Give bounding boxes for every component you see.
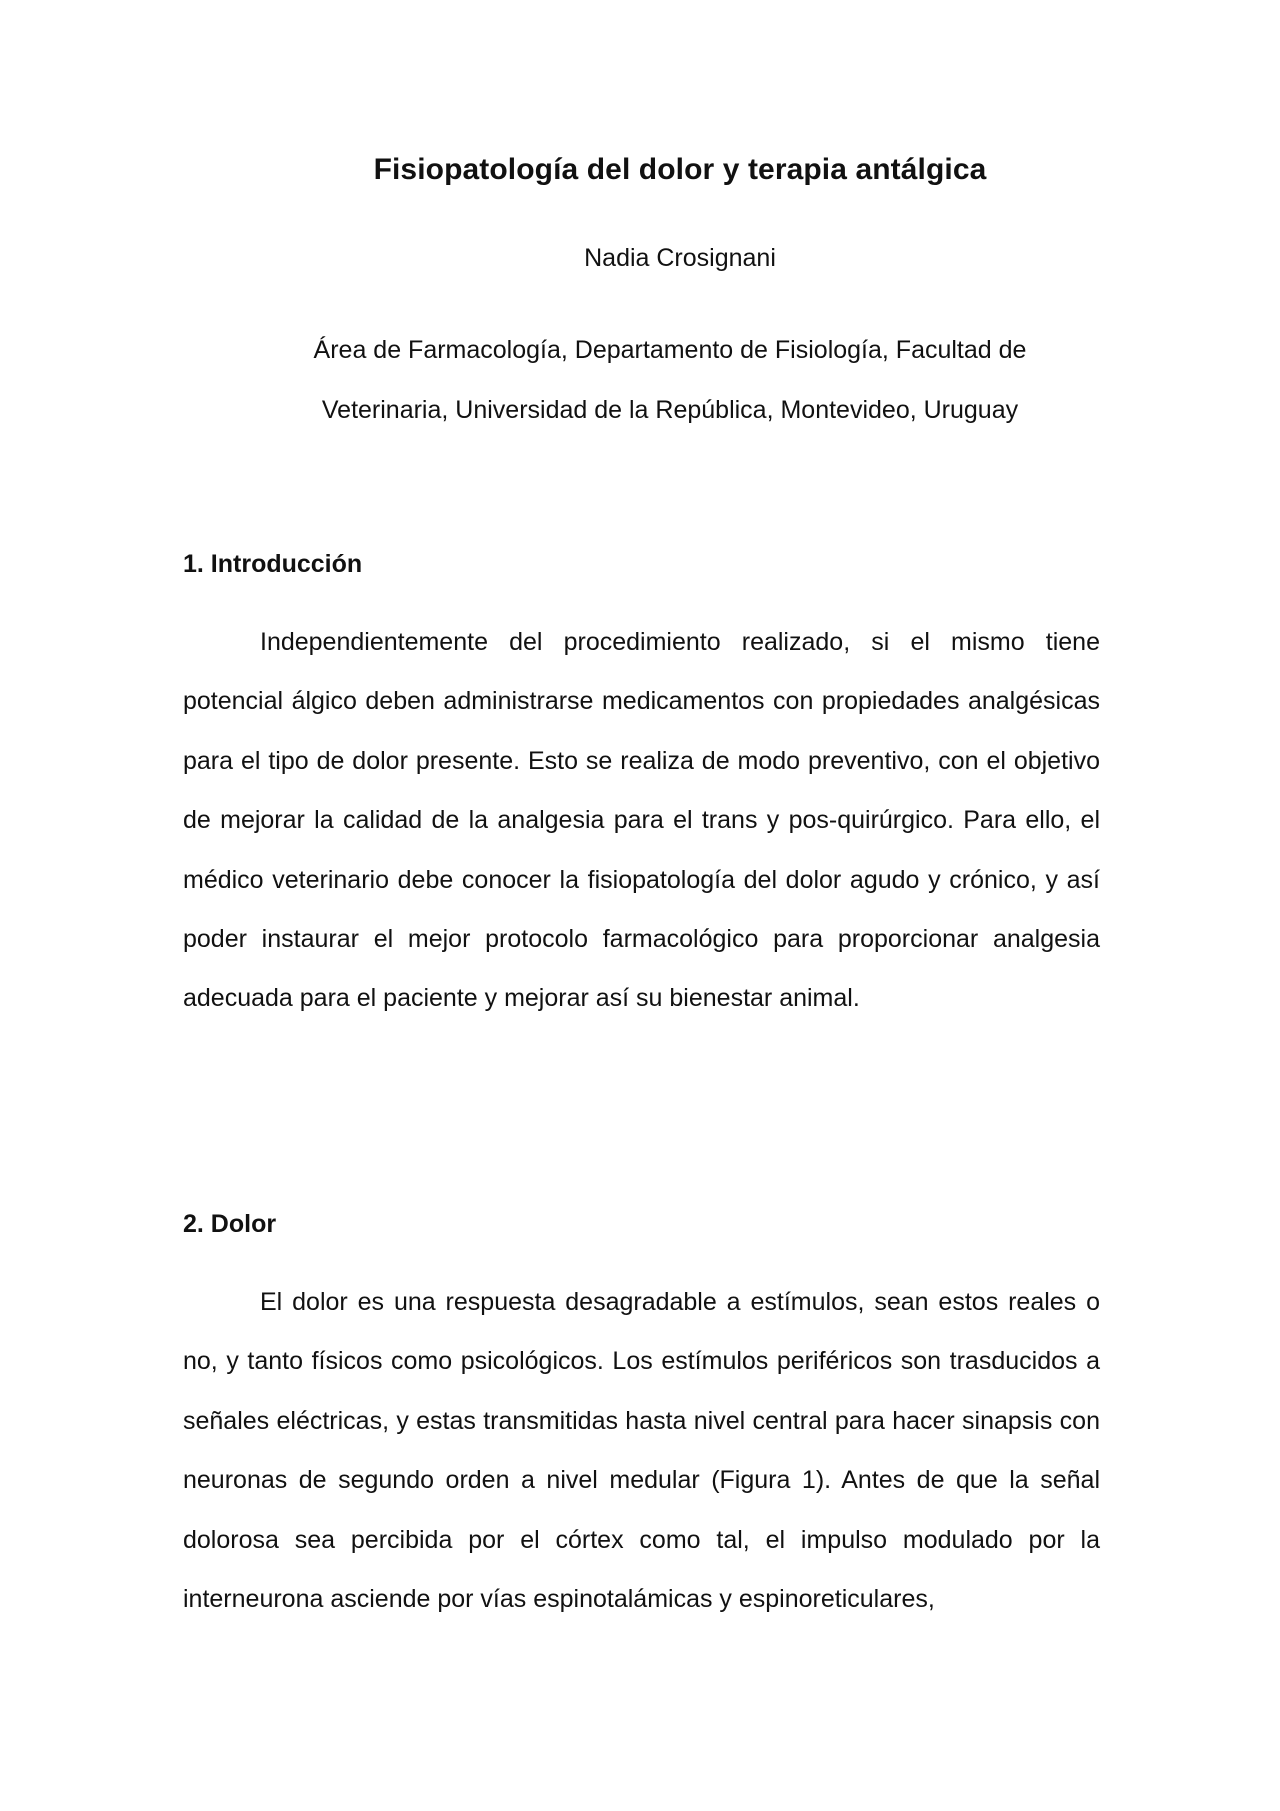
section-paragraph-introduccion: Independientemente del procedimiento realizado, si el mismo tiene potencial álgico deben administrarse medicamentos con propiedades analgésicas para el tipo de dolor presente. Esto se realiza de modo preventivo, con el objetivo de mejorar la calidad de la analgesia para el trans y pos-quirúrgico. Para ello, el médico veterinario debe conocer la fisiopatología del dolor agudo y crónico, y así poder instaurar el mejor protocolo farmacológico para proporcionar analgesia adecuada para el paciente y mejorar así su bienestar animal. — [183, 628, 1100, 1013]
section-paragraph-dolor: El dolor es una respuesta desagradable a estímulos, sean estos reales o no, y tanto físicos como psicológicos. Los estímulos periféricos son trasducidos a señales eléctricas, y estas transmitidas hasta nivel central para hacer sinapsis con neuronas de segundo orden a nivel medular (Figura 1). Antes de que la señal dolorosa sea percibida por el córtex como tal, el impulso modulado por la interneurona asciende por vías espinotalámicas y espinoreticulares, — [183, 1288, 1100, 1614]
author-affiliation: Área de Farmacología, Departamento de Fisiología, Facultad de Veterinaria, Universidad de la República, Montevideo, Uruguay — [313, 336, 1027, 424]
section-heading-introduccion: 1. Introducción — [183, 550, 363, 578]
section-heading-dolor: 2. Dolor — [183, 1210, 277, 1238]
paper-title: Fisiopatología del dolor y terapia antálgica — [373, 153, 987, 186]
author-name: Nadia Crosignani — [584, 244, 776, 272]
